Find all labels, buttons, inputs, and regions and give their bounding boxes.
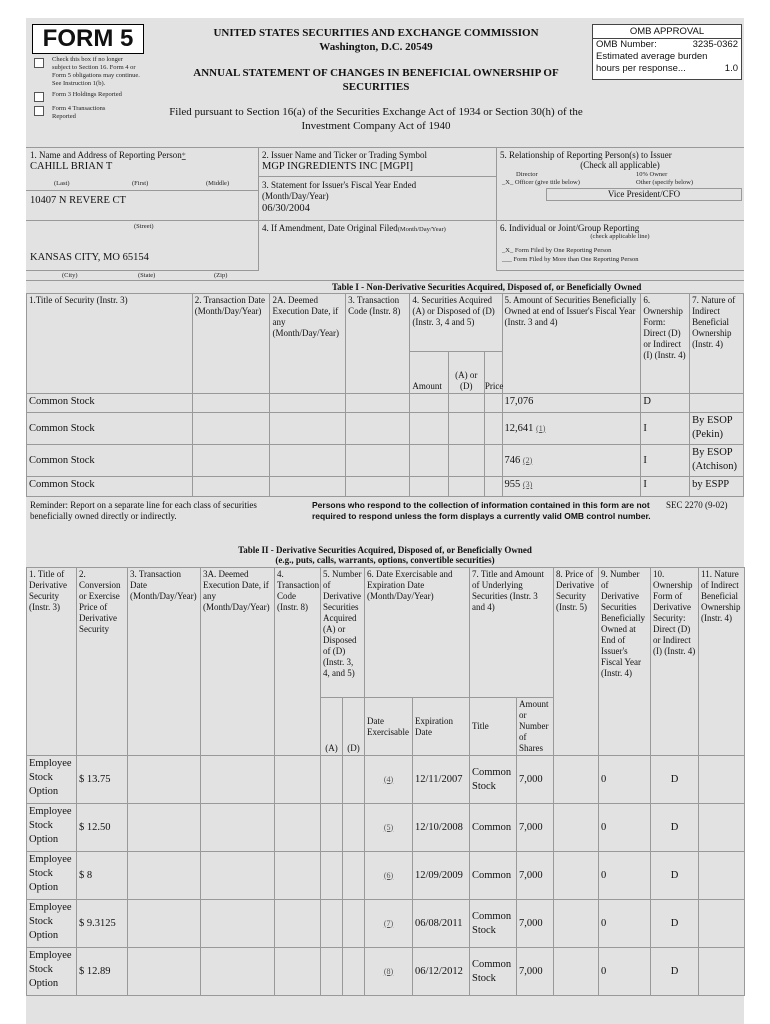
t1-nature: By ESOP (Pekin): [690, 413, 744, 445]
t1-form: I: [641, 477, 690, 497]
table-row: [27, 477, 744, 497]
t2-price: $ 12.89: [77, 948, 128, 996]
t1-h-nature: 7. Nature of Indirect Beneficial Ownership (Instr. 4): [690, 294, 744, 394]
t2-h-title: 1. Title of Derivative Security (Instr. 3): [27, 568, 77, 756]
t2-expiration: 06/08/2011: [413, 900, 470, 948]
t2-form: D: [651, 804, 699, 852]
middle-label: (Middle): [206, 180, 230, 187]
t1-h-title: 1.Title of Security (Instr. 3): [27, 294, 193, 394]
t2-date-exercisable: [365, 948, 413, 996]
t1-h-code: 3. Transaction Code (Instr. 8): [346, 294, 410, 394]
amendment-label: 4. If Amendment, Date Original Filed(Month/Day/Year): [262, 223, 446, 233]
t1-amount: 17,076: [502, 394, 641, 413]
agency-name: UNITED STATES SECURITIES AND EXCHANGE COMMISSION: [213, 27, 539, 39]
fiscal-year-label: 3. Statement for Issuer's Fiscal Year Ended (Month/Day/Year): [262, 180, 417, 201]
reporting-person-label: 1. Name and Address of Reporting Person*: [30, 150, 186, 160]
table-row: [27, 948, 745, 996]
issuer-name: MGP INGREDIENTS INC [MGPI]: [262, 161, 413, 172]
t2-number-owned: 0: [599, 804, 651, 852]
t2-form: D: [651, 852, 699, 900]
t2-title: Employee Stock Option: [27, 852, 77, 900]
t2-title: Employee Stock Option: [27, 948, 77, 996]
t2-h-conversion: 2. Conversion or Exercise Price of Derivative Security: [77, 568, 128, 756]
table-row: [27, 756, 745, 804]
t2-h-deemed: 3A. Deemed Execution Date, if any (Month/Day/Year): [201, 568, 275, 756]
t2-under-title: Common Stock: [470, 756, 517, 804]
t2-shares: 7,000: [517, 900, 554, 948]
t2-title: Employee Stock Option: [27, 804, 77, 852]
table-row: [27, 413, 744, 445]
officer-label: _X_ Officer (give title below): [502, 179, 580, 186]
persons-notice: Persons who respond to the collection of information contained in this form are not required to respond unless the form displays a currently valid OMB control number.: [312, 500, 651, 521]
table2-subtitle: (e.g., puts, calls, warrants, options, convertible securities): [275, 555, 495, 565]
form-page: [26, 18, 744, 1024]
footnote-link[interactable]: (3): [522, 480, 533, 489]
t1-nature: By ESOP (Atchison): [690, 445, 744, 477]
form3-holdings-label: Form 3 Holdings Reported: [52, 91, 122, 98]
t2-number-owned: 0: [599, 852, 651, 900]
form4-transactions-label: Form 4 Transactions Reported: [52, 105, 106, 120]
form3-holdings-checkbox[interactable]: [34, 92, 44, 102]
t2-expiration: 12/10/2008: [413, 804, 470, 852]
table-row: [27, 445, 744, 477]
table-row: [27, 900, 745, 948]
t2-h-date-exercisable: Date Exercisable: [365, 698, 413, 756]
t2-date-exercisable: [365, 900, 413, 948]
t1-h-amount-sub: Amount: [410, 352, 448, 394]
t2-price: $ 8: [77, 852, 128, 900]
t2-date-exercisable: [365, 756, 413, 804]
relationship-label: 5. Relationship of Reporting Person(s) to Issuer: [500, 150, 672, 160]
t2-date-exercisable: [365, 852, 413, 900]
t2-form: D: [651, 948, 699, 996]
t2-shares: 7,000: [517, 852, 554, 900]
t2-number-owned: 0: [599, 900, 651, 948]
t2-shares: 7,000: [517, 756, 554, 804]
table1: [26, 293, 744, 497]
table-row: [27, 852, 745, 900]
t1-form: I: [641, 413, 690, 445]
t2-expiration: 12/09/2009: [413, 852, 470, 900]
individual-joint-label: 6. Individual or Joint/Group Reporting: [500, 223, 640, 233]
t2-h-d: (D): [343, 698, 365, 756]
t2-price: $ 12.50: [77, 804, 128, 852]
t2-under-title: Common Stock: [470, 948, 517, 996]
t1-security-title: Common Stock: [27, 477, 193, 497]
t2-number-owned: 0: [599, 948, 651, 996]
state-label: (State): [138, 272, 156, 279]
footnote-link[interactable]: (2): [522, 455, 533, 465]
omb-burden-label: Estimated average burden: [596, 51, 708, 62]
t1-h-aord: (A) or (D): [448, 352, 484, 394]
t2-h-number: 5. Number of Derivative Securities Acquired (A) or Disposed of (D) (Instr. 3, 4, and 5): [321, 568, 365, 698]
footnote-link[interactable]: (6): [383, 870, 394, 880]
omb-hours-label: hours per response...: [596, 63, 686, 74]
footnote-link[interactable]: (1): [536, 423, 546, 433]
t2-form: D: [651, 756, 699, 804]
t2-h-a: (A): [321, 698, 343, 756]
t2-expiration: 06/12/2012: [413, 948, 470, 996]
ten-pct-owner-label: 10% Owner: [636, 171, 668, 178]
t1-security-title: Common Stock: [27, 413, 193, 445]
multi-person-option: ___ Form Filed by More than One Reporting Person: [502, 256, 639, 263]
t2-under-title: Common: [470, 804, 517, 852]
t2-date-exercisable: [365, 804, 413, 852]
t1-nature: [690, 394, 744, 413]
officer-title: Vice President/CFO: [546, 188, 742, 201]
t1-h-ownership: 6. Ownership Form: Direct (D) or Indirect (I) (Instr. 4): [641, 294, 690, 394]
form-title: FORM 5: [32, 24, 144, 54]
t2-title: Employee Stock Option: [27, 756, 77, 804]
t2-shares: 7,000: [517, 804, 554, 852]
zip-label: (Zip): [214, 272, 228, 279]
t2-h-under-title: Title: [470, 698, 517, 756]
street-address: 10407 N REVERE CT: [30, 195, 126, 206]
t1-amount: 955 (3): [502, 477, 641, 497]
t2-h-date: 3. Transaction Date (Month/Day/Year): [128, 568, 201, 756]
t2-h-exercisable: 6. Date Exercisable and Expiration Date (Month/Day/Year): [365, 568, 470, 698]
t2-h-code: 4. Transaction Code (Instr. 8): [275, 568, 321, 756]
relationship-sub: (Check all applicable): [580, 160, 660, 170]
t2-h-owned: 9. Number of Derivative Securities Beneficially Owned at End of Issuer's Fiscal Year (Instr. 4): [599, 568, 651, 756]
t2-h-price: 8. Price of Derivative Security (Instr. 5): [554, 568, 599, 756]
t2-shares: 7,000: [517, 948, 554, 996]
table-row: [27, 804, 745, 852]
t1-h-price: Price: [484, 352, 502, 394]
t1-amount: 12,641 (1): [502, 413, 641, 445]
t2-number-owned: 0: [599, 756, 651, 804]
table-row: [27, 394, 744, 413]
city-state-zip: KANSAS CITY, MO 65154: [30, 252, 149, 263]
t1-amount: 746 (2): [502, 445, 641, 477]
t1-security-title: Common Stock: [27, 394, 193, 413]
filed-pursuant: Filed pursuant to Section 16(a) of the Securities Exchange Act of 1934 or Section 30(h) of the Investment Company Act of 1940: [169, 106, 583, 132]
no-longer-subject-checkbox[interactable]: [34, 58, 44, 68]
t2-under-title: Common Stock: [470, 900, 517, 948]
t2-h-underlying: 7. Title and Amount of Underlying Securities (Instr. 3 and 4): [470, 568, 554, 698]
omb-number-value: 3235-0362: [692, 39, 738, 50]
footnote-link[interactable]: (4): [383, 774, 394, 784]
footnote-link[interactable]: (7): [383, 918, 394, 928]
omb-number-label: OMB Number:: [596, 39, 657, 50]
t1-nature: by ESPP: [690, 477, 744, 497]
no-longer-subject-label: Check this box if no longer subject to Section 16. Form 4 or Form 5 obligations may continue. See Instruction 1(b).: [52, 56, 140, 87]
individual-joint-sub: (check applicable line): [590, 233, 650, 240]
reporting-person-name: CAHILL BRIAN T: [30, 161, 113, 172]
form4-transactions-checkbox[interactable]: [34, 106, 44, 116]
t2-h-nature: 11. Nature of Indirect Beneficial Ownership (Instr. 4): [699, 568, 745, 756]
t1-h-deemed: 2A. Deemed Execution Date, if any (Month/Day/Year): [270, 294, 346, 394]
table2: [26, 567, 745, 996]
t2-price: $ 9.3125: [77, 900, 128, 948]
t1-form: I: [641, 445, 690, 477]
t2-h-under-amount: Amount or Number of Shares: [517, 698, 554, 756]
t2-price: $ 13.75: [77, 756, 128, 804]
omb-approval-box: [592, 24, 742, 80]
t2-under-title: Common: [470, 852, 517, 900]
omb-header: OMB APPROVAL: [593, 25, 741, 39]
reminder-text: Reminder: Report on a separate line for each class of securities beneficially owned directly or indirectly.: [30, 500, 257, 521]
last-label: (Last): [54, 180, 70, 187]
director-label: Director: [516, 171, 538, 178]
t2-form: D: [651, 900, 699, 948]
other-label: Other (specify below): [636, 179, 694, 186]
first-label: (First): [132, 180, 149, 187]
issuer-label: 2. Issuer Name and Ticker or Trading Symbol: [262, 150, 427, 160]
table2-title: Table II - Derivative Securities Acquired, Disposed of, or Beneficially Owned: [238, 545, 532, 555]
fiscal-year-value: 06/30/2004: [262, 203, 310, 214]
t1-h-amount: 5. Amount of Securities Beneficially Owned at end of Issuer's Fiscal Year (Instr. 3 and 4): [502, 294, 641, 394]
footnote-link[interactable]: (8): [383, 966, 394, 976]
t2-h-form: 10. Ownership Form of Derivative Security: Direct (D) or Indirect (I) (Instr. 4): [651, 568, 699, 756]
city-label: (City): [62, 272, 78, 279]
footnote-link[interactable]: (5): [383, 822, 394, 832]
t1-h-date: 2. Transaction Date (Month/Day/Year): [192, 294, 270, 394]
t2-expiration: 12/11/2007: [413, 756, 470, 804]
t1-security-title: Common Stock: [27, 445, 193, 477]
t2-h-expiration: Expiration Date: [413, 698, 470, 756]
t1-h-acquired: 4. Securities Acquired (A) or Disposed of (D) (Instr. 3, 4 and 5): [410, 294, 502, 352]
sec-number: SEC 2270 (9-02): [666, 500, 728, 510]
one-person-option: _X_ Form Filed by One Reporting Person: [502, 247, 612, 254]
omb-hours-value: 1.0: [724, 63, 738, 74]
t1-form: D: [641, 394, 690, 413]
table1-title: Table I - Non-Derivative Securities Acquired, Disposed of, or Beneficially Owned: [332, 282, 642, 292]
street-label: (Street): [134, 223, 154, 230]
t2-title: Employee Stock Option: [27, 900, 77, 948]
statement-title: ANNUAL STATEMENT OF CHANGES IN BENEFICIAL OWNERSHIP OF SECURITIES: [193, 67, 559, 93]
agency-city: Washington, D.C. 20549: [319, 41, 433, 53]
